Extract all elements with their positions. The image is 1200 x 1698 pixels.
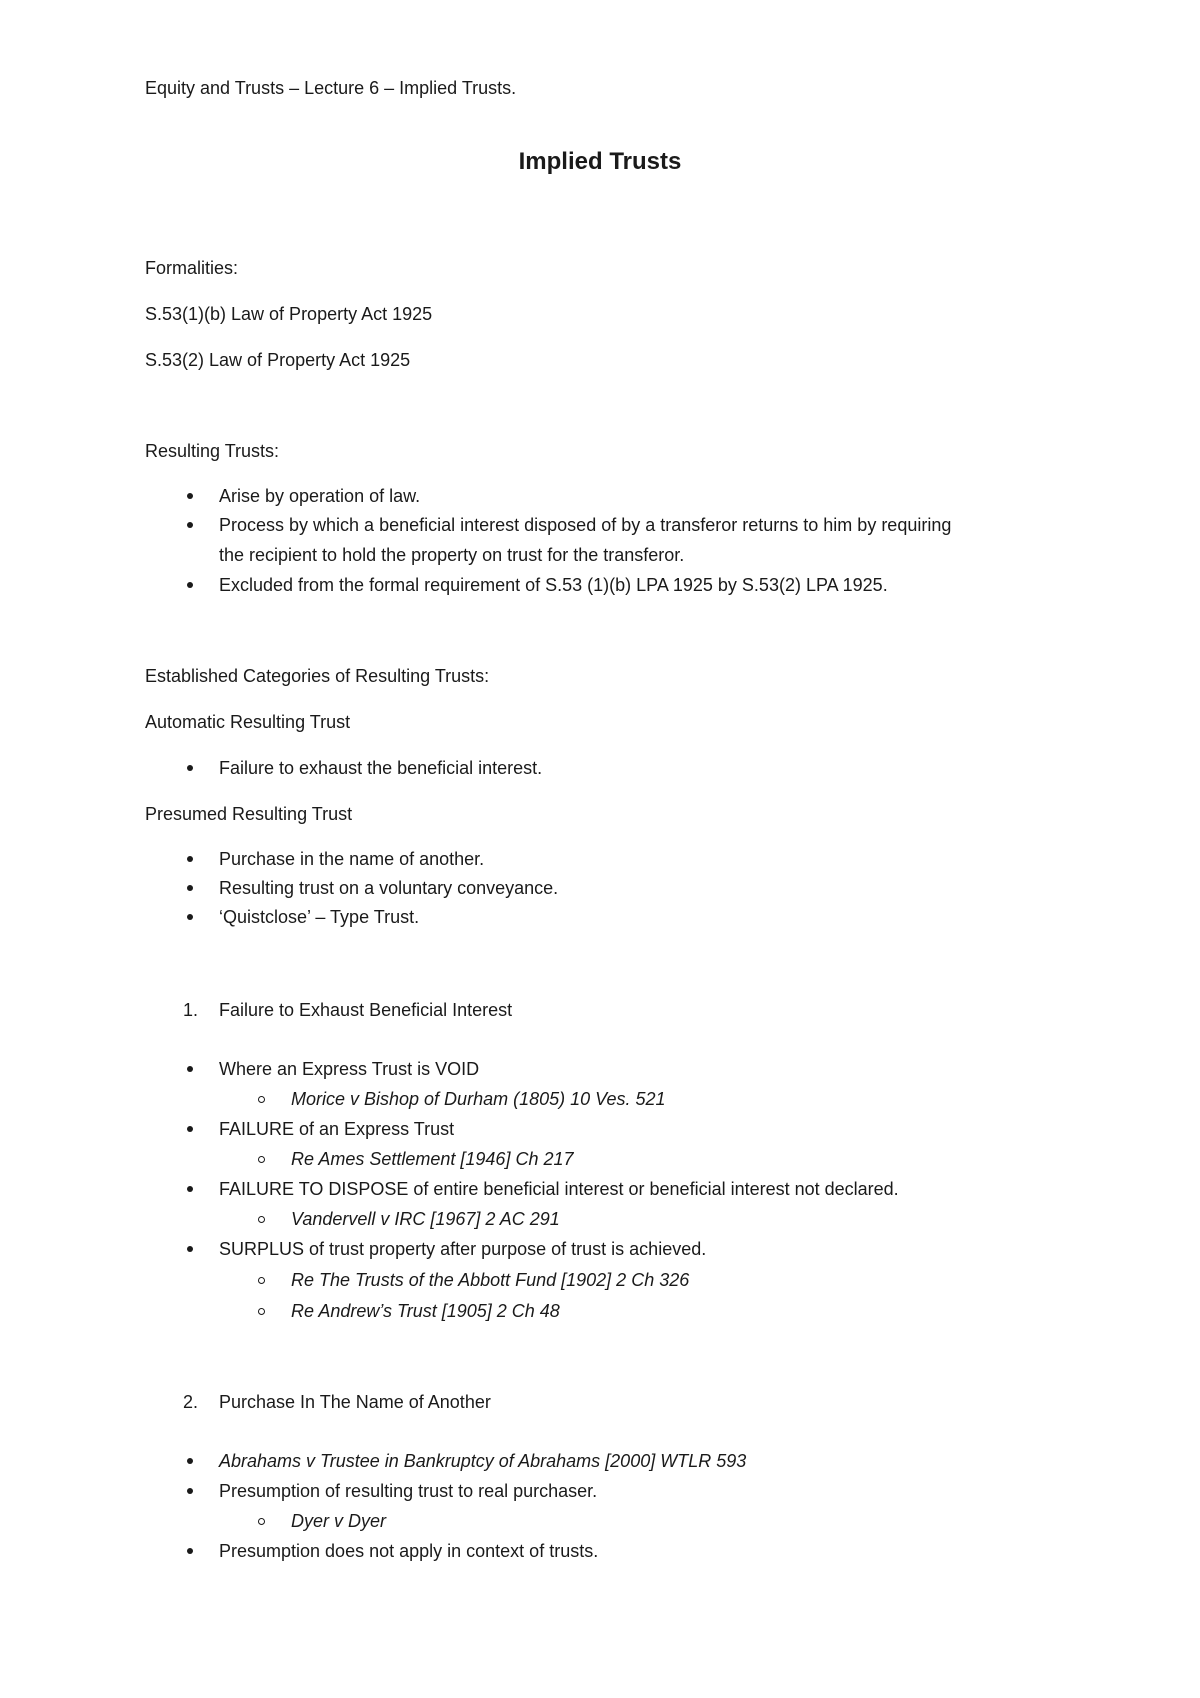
formalities-item: S.53(1)(b) Law of Property Act 1925 bbox=[145, 304, 433, 324]
case-citation: Re Ames Settlement [1946] Ch 217 bbox=[291, 1149, 574, 1169]
bullet-icon bbox=[187, 582, 193, 588]
list-item: Failure to exhaust the beneficial interest. bbox=[219, 758, 543, 778]
section-heading: Purchase In The Name of Another bbox=[219, 1392, 491, 1412]
presumed-resulting-trust-heading: Presumed Resulting Trust bbox=[145, 804, 353, 824]
bullet-icon bbox=[187, 885, 193, 891]
case-citation: Re The Trusts of the Abbott Fund [1902] 2 Ch 326 bbox=[291, 1270, 690, 1290]
list-item: Purchase in the name of another. bbox=[219, 849, 485, 869]
sub-bullet-icon bbox=[258, 1277, 265, 1284]
bullet-icon bbox=[187, 1066, 193, 1072]
case-citation: Abrahams v Trustee in Bankruptcy of Abrahams [2000] WTLR 593 bbox=[219, 1451, 747, 1471]
document-header: Equity and Trusts – Lecture 6 – Implied Trusts. bbox=[145, 78, 517, 98]
list-item: Where an Express Trust is VOID bbox=[219, 1059, 480, 1079]
bullet-icon bbox=[187, 856, 193, 862]
sub-bullet-icon bbox=[258, 1216, 265, 1223]
sub-bullet-icon bbox=[258, 1308, 265, 1315]
list-item: Presumption of resulting trust to real purchaser. bbox=[219, 1481, 598, 1501]
bullet-icon bbox=[187, 522, 193, 528]
section-heading: Failure to Exhaust Beneficial Interest bbox=[219, 1000, 513, 1020]
categories-heading: Established Categories of Resulting Trusts: bbox=[145, 666, 490, 686]
sub-bullet-icon bbox=[258, 1156, 265, 1163]
list-item: FAILURE of an Express Trust bbox=[219, 1119, 455, 1139]
list-item: Resulting trust on a voluntary conveyance. bbox=[219, 878, 559, 898]
bullet-icon bbox=[187, 914, 193, 920]
case-citation: Re Andrew’s Trust [1905] 2 Ch 48 bbox=[291, 1301, 560, 1321]
list-item: FAILURE TO DISPOSE of entire beneficial interest or beneficial interest not declared. bbox=[219, 1179, 899, 1199]
list-item: ‘Quistclose’ – Type Trust. bbox=[219, 907, 420, 927]
bullet-icon bbox=[187, 1488, 193, 1494]
list-item-continuation: the recipient to hold the property on trust for the transferor. bbox=[219, 545, 685, 565]
bullet-icon bbox=[187, 1458, 193, 1464]
formalities-heading: Formalities: bbox=[145, 258, 239, 278]
section-number: 1. bbox=[183, 1000, 199, 1020]
resulting-trusts-heading: Resulting Trusts: bbox=[145, 441, 280, 461]
case-citation: Vandervell v IRC [1967] 2 AC 291 bbox=[291, 1209, 560, 1229]
list-item: Arise by operation of law. bbox=[219, 486, 421, 506]
automatic-resulting-trust-heading: Automatic Resulting Trust bbox=[145, 712, 351, 732]
list-item: Process by which a beneficial interest disposed of by a transferor returns to him by requiring bbox=[219, 515, 952, 535]
case-citation: Morice v Bishop of Durham (1805) 10 Ves. 521 bbox=[291, 1089, 666, 1109]
list-item: SURPLUS of trust property after purpose of trust is achieved. bbox=[219, 1239, 707, 1259]
list-item: Excluded from the formal requirement of S.53 (1)(b) LPA 1925 by S.53(2) LPA 1925. bbox=[219, 575, 888, 595]
bullet-icon bbox=[187, 1126, 193, 1132]
bullet-icon bbox=[187, 765, 193, 771]
case-citation: Dyer v Dyer bbox=[291, 1511, 387, 1531]
formalities-item: S.53(2) Law of Property Act 1925 bbox=[145, 350, 411, 370]
list-item: Presumption does not apply in context of trusts. bbox=[219, 1541, 599, 1561]
bullet-icon bbox=[187, 1186, 193, 1192]
section-number: 2. bbox=[183, 1392, 199, 1412]
bullet-icon bbox=[187, 1246, 193, 1252]
sub-bullet-icon bbox=[258, 1096, 265, 1103]
page-title: Implied Trusts bbox=[518, 148, 682, 175]
bullet-icon bbox=[187, 493, 193, 499]
sub-bullet-icon bbox=[258, 1518, 265, 1525]
bullet-icon bbox=[187, 1548, 193, 1554]
